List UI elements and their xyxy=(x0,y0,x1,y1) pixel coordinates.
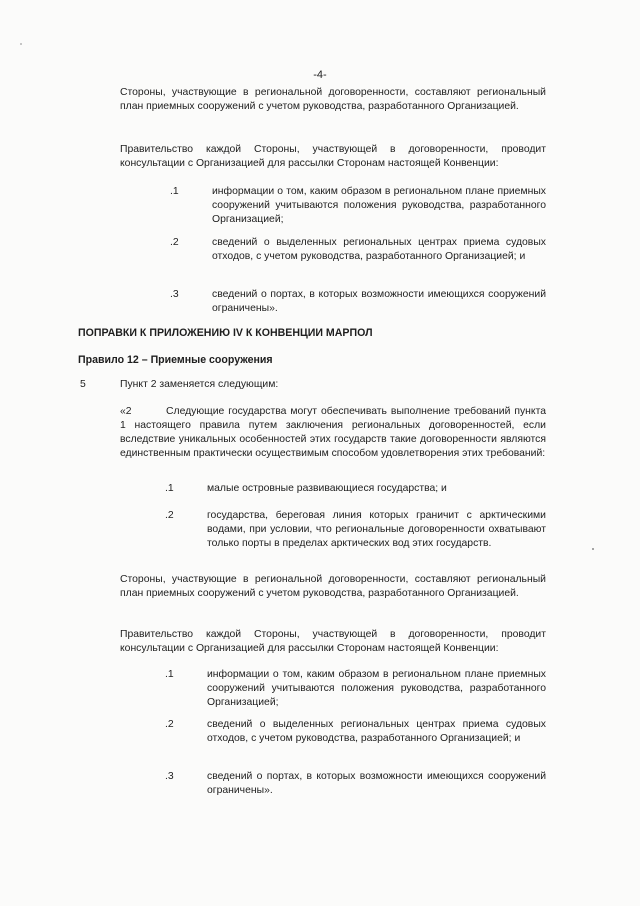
quote-number: «2 xyxy=(120,406,132,417)
item-number: .2 xyxy=(170,237,179,248)
item-number: .1 xyxy=(165,669,174,680)
item-number: .3 xyxy=(165,771,174,782)
item-number: .1 xyxy=(165,483,174,494)
item-text: сведений о портах, в которых возможности имеющихся сооружений ограничены». xyxy=(207,771,546,796)
item-number: .1 xyxy=(170,186,179,197)
scan-speck xyxy=(20,43,22,45)
amendment-number: 5 xyxy=(80,379,86,390)
item-text: государства, береговая линия которых граничит с арктическими водами, при условии, что региональные договоренности охватывают только порты в пределах арктических вод этих государств. xyxy=(207,510,546,549)
paragraph-regional-plan: Стороны, участвующие в региональной договоренности, составляют региональный план приемных сооружений с учетом руководства, разработанного Организацией. xyxy=(120,87,546,112)
paragraph-consultations: Правительство каждой Стороны, участвующей в договоренности, проводит консультации с Организацией для рассылки Сторонам настоящей Конвенции: xyxy=(120,629,546,654)
section-heading: ПОПРАВКИ К ПРИЛОЖЕНИЮ IV К КОНВЕНЦИИ МАРПОЛ xyxy=(78,327,373,339)
rule-heading: Правило 12 – Приемные сооружения xyxy=(78,354,273,366)
item-number: .3 xyxy=(170,289,179,300)
item-text: сведений о портах, в которых возможности имеющихся сооружений ограничены». xyxy=(212,289,546,314)
item-text: сведений о выделенных региональных центрах приема судовых отходов, с учетом руководства, разработанного Организацией; и xyxy=(212,237,546,262)
item-number: .2 xyxy=(165,510,174,521)
item-text: сведений о выделенных региональных центрах приема судовых отходов, с учетом руководства, разработанного Организацией; и xyxy=(207,719,546,744)
paragraph-regional-plan: Стороны, участвующие в региональной договоренности, составляют региональный план приемных сооружений с учетом руководства, разработанного Организацией. xyxy=(120,574,546,599)
item-text: информации о том, каким образом в региональном плане приемных сооружений учитываются положения руководства, разработанного Организацией; xyxy=(207,669,546,708)
scan-speck xyxy=(592,548,594,550)
page-number: -4- xyxy=(313,69,327,81)
quote-text: Следующие государства могут обеспечивать выполнение требований пункта 1 настоящего правила путем заключения региональных договоренностей, если вследствие уникальных особенностей этих государств такие договоренности являются единственным практически осуществимым способом удовлетворения этих требований: xyxy=(120,406,546,459)
paragraph-consultations: Правительство каждой Стороны, участвующей в договоренности, проводит консультации с Организацией для рассылки Сторонам настоящей Конвенции: xyxy=(120,144,546,169)
item-text: информации о том, каким образом в региональном плане приемных сооружений учитываются положения руководства, разработанного Организацией; xyxy=(212,186,546,225)
item-number: .2 xyxy=(165,719,174,730)
item-text: малые островные развивающиеся государства; и xyxy=(207,483,447,494)
amendment-text: Пункт 2 заменяется следующим: xyxy=(120,379,279,390)
